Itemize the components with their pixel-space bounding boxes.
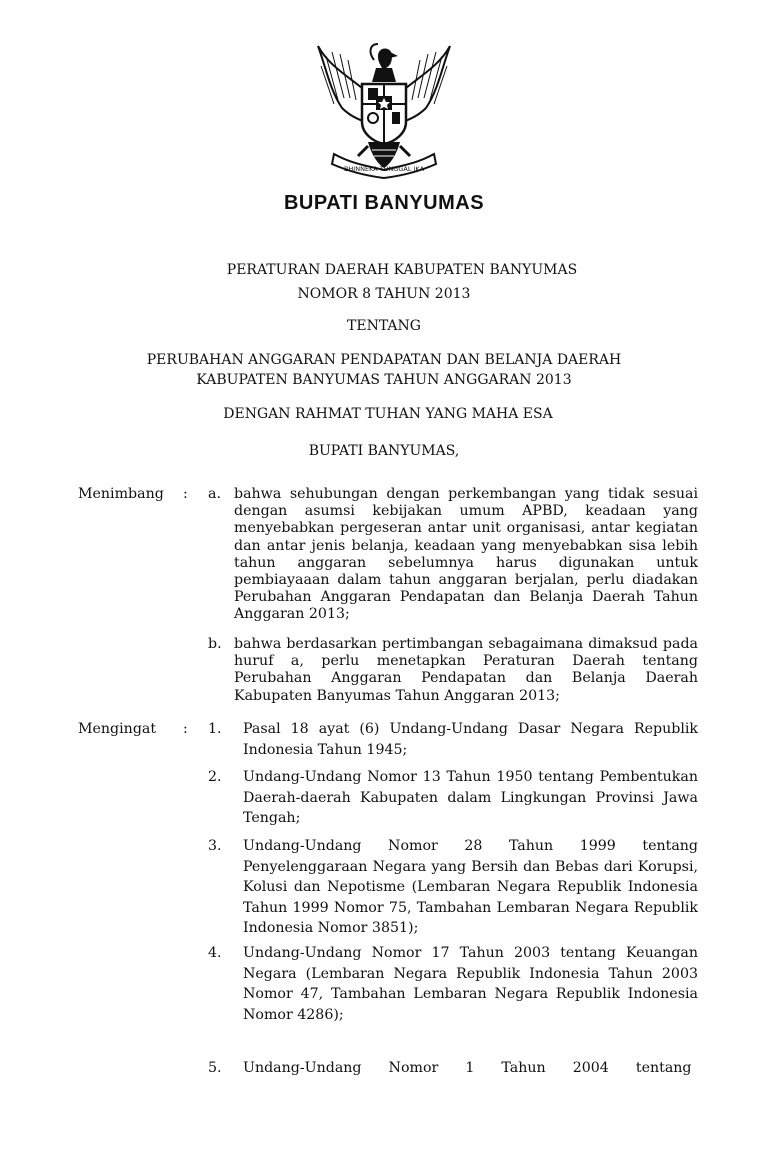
mengingat-item-text: Undang-Undang Nomor 1 Tahun 2004 tentang <box>243 1060 692 1076</box>
emblem-motto: BHINNEKA TUNGGAL IKA <box>343 165 425 173</box>
regulation-name: PERATURAN DAERAH KABUPATEN BANYUMAS <box>226 262 578 278</box>
mengingat-item-text: Undang-Undang Nomor 28 Tahun 1999 tentang Penyelenggaraan Negara yang Bersih dan Bebas dari Korupsi, Kolusi dan Nepotisme (Lembaran Negara Republik Indonesia Tahun 1999 Nomor 75, Tambahan Lembaran Negara Republik Indonesia Nomor 3851); <box>243 838 698 936</box>
mengingat-item-marker: 5. <box>208 1060 222 1076</box>
blessing-line: DENGAN RAHMAT TUHAN YANG MAHA ESA <box>223 406 553 422</box>
mengingat-item-text: Pasal 18 ayat (6) Undang-Undang Dasar Negara Republik Indonesia Tahun 1945; <box>243 721 698 758</box>
mengingat-item-marker: 2. <box>208 769 222 785</box>
garuda-emblem-icon <box>312 38 456 180</box>
subject-line-1: PERUBAHAN ANGGARAN PENDAPATAN DAN BELANJA DAERAH <box>146 352 622 368</box>
authority-line: BUPATI BANYUMAS, <box>308 443 460 459</box>
mengingat-item-marker: 1. <box>208 721 222 737</box>
page-title: BUPATI BANYUMAS <box>283 192 485 214</box>
menimbang-item-marker: b. <box>208 636 222 652</box>
mengingat-item-marker: 4. <box>208 945 222 961</box>
mengingat-item-marker: 3. <box>208 838 222 854</box>
regulation-number: NOMOR 8 TAHUN 2013 <box>297 286 471 302</box>
menimbang-item-text: bahwa sehubungan dengan perkembangan yang tidak sesuai dengan asumsi kebijakan umum APBD, keadaan yang menyebabkan pergeseran antar unit organisasi, antar kegiatan dan antar jenis belanja, keadaan yang menyebabkan sisa lebih tahun anggaran sebelumnya harus digunakan untuk pembiayaaan dalam tahun anggaran berjalan, perlu diadakan Perubahan Anggaran Pendapatan dan Belanja Daerah Tahun Anggaran 2013; <box>234 486 698 623</box>
mengingat-colon: : <box>183 721 188 737</box>
about-label: TENTANG <box>347 318 421 334</box>
menimbang-colon: : <box>183 486 188 502</box>
subject-line-2: KABUPATEN BANYUMAS TAHUN ANGGARAN 2013 <box>196 372 572 388</box>
mengingat-item-text: Undang-Undang Nomor 17 Tahun 2003 tentang Keuangan Negara (Lembaran Negara Republik Indonesia Tahun 2003 Nomor 47, Tambahan Lembaran Negara Republik Indonesia Nomor 4286); <box>243 945 698 1023</box>
menimbang-item-text: bahwa berdasarkan pertimbangan sebagaimana dimaksud pada huruf a, perlu menetapkan Peraturan Daerah tentang Perubahan Anggaran Pendapatan dan Belanja Daerah Kabupaten Banyumas Tahun Anggaran 2013; <box>234 636 698 704</box>
menimbang-label: Menimbang <box>78 486 164 502</box>
mengingat-item-text: Undang-Undang Nomor 13 Tahun 1950 tentang Pembentukan Daerah-daerah Kabupaten dalam Lingkungan Provinsi Jawa Tengah; <box>243 769 698 826</box>
mengingat-label: Mengingat <box>78 721 157 737</box>
menimbang-item-marker: a. <box>208 486 221 502</box>
